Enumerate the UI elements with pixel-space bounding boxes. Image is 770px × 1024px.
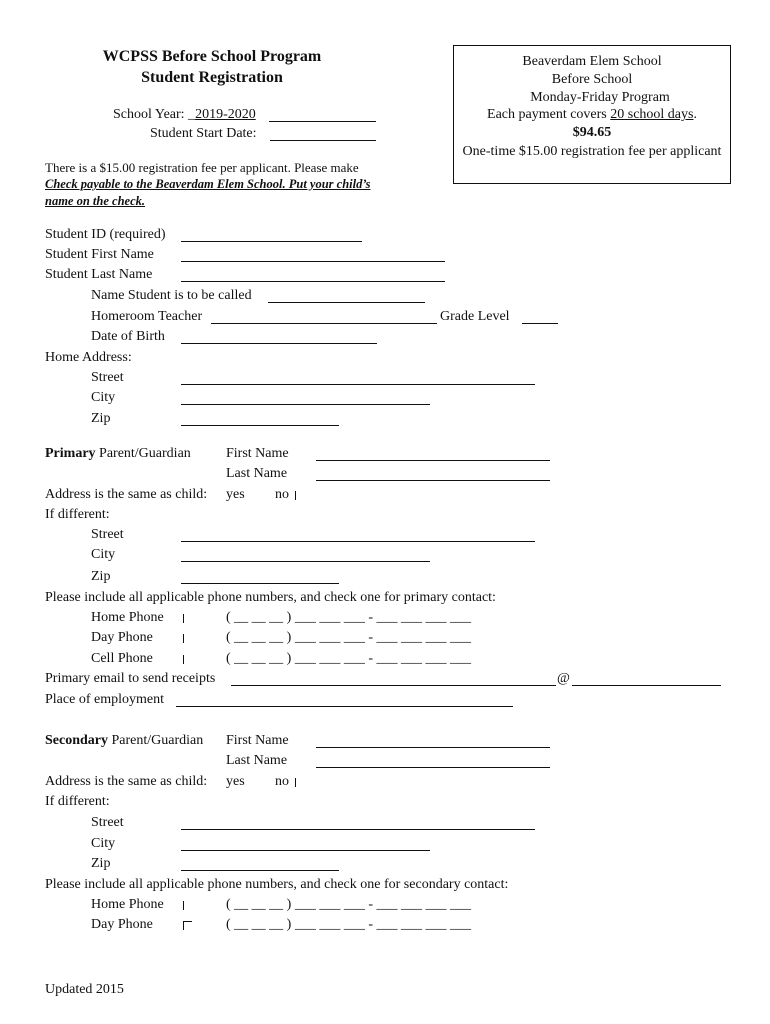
secondary-zip-field[interactable]: [181, 870, 339, 871]
school-year-label: School Year: _2019-2020: [113, 107, 256, 122]
price: $94.65: [572, 125, 612, 140]
nickname-field[interactable]: [268, 302, 425, 303]
fee-instructions: There is a $15.00 registration fee per applicant. Please make: [45, 160, 359, 175]
zip-field[interactable]: [181, 425, 339, 426]
primary-home-phone-field[interactable]: ( __ __ __ ) ___ ___ ___ - ___ ___ ___ ___: [226, 610, 471, 625]
dob-label: Date of Birth: [91, 329, 165, 344]
check-name-note: name on the check.: [45, 194, 145, 208]
secondary-phones-note: Please include all applicable phone numbers, and check one for secondary contact:: [45, 877, 509, 892]
student-first-field[interactable]: [181, 261, 445, 262]
primary-home-phone-label: Home Phone: [91, 610, 164, 625]
payment-coverage: Each payment covers 20 school days.: [487, 107, 697, 122]
primary-no-label[interactable]: no: [275, 487, 289, 502]
primary-guardian-heading: Primary Parent/Guardian: [45, 446, 191, 461]
primary-day-phone-label: Day Phone: [91, 630, 153, 645]
secondary-day-phone-field[interactable]: ( __ __ __ ) ___ ___ ___ - ___ ___ ___ ___: [226, 917, 471, 932]
secondary-street-field[interactable]: [181, 829, 535, 830]
primary-zip-label: Zip: [91, 569, 111, 584]
primary-cell-phone-field[interactable]: ( __ __ __ ) ___ ___ ___ - ___ ___ ___ ___: [226, 651, 471, 666]
primary-city-field[interactable]: [181, 561, 430, 562]
primary-phones-note: Please include all applicable phone numbers, and check one for primary contact:: [45, 590, 496, 605]
secondary-city-field[interactable]: [181, 850, 430, 851]
student-last-label: Student Last Name: [45, 267, 153, 282]
primary-home-phone-checkbox[interactable]: [183, 614, 184, 623]
nickname-label: Name Student is to be called: [91, 288, 252, 303]
secondary-same-address-label: Address is the same as child:: [45, 774, 208, 789]
primary-first-field[interactable]: [316, 460, 550, 461]
primary-email-label: Primary email to send receipts: [45, 671, 216, 686]
start-date-field[interactable]: [270, 140, 376, 141]
secondary-guardian-heading: Secondary Parent/Guardian: [45, 733, 204, 748]
primary-last-field[interactable]: [316, 480, 550, 481]
primary-street-label: Street: [91, 527, 124, 542]
primary-cell-phone-checkbox[interactable]: [183, 655, 184, 664]
program-info-box: [453, 45, 731, 184]
student-id-field[interactable]: [181, 241, 362, 242]
primary-yes-label[interactable]: yes: [226, 487, 245, 502]
zip-label: Zip: [91, 411, 111, 426]
secondary-last-label: Last Name: [226, 753, 288, 768]
primary-email-user-field[interactable]: [231, 685, 556, 686]
primary-zip-field[interactable]: [181, 583, 339, 584]
secondary-home-phone-field[interactable]: ( __ __ __ ) ___ ___ ___ - ___ ___ ___ ___: [226, 897, 471, 912]
school-name: Beaverdam Elem School: [522, 54, 662, 69]
secondary-day-phone-label: Day Phone: [91, 917, 153, 932]
secondary-first-label: First Name: [226, 733, 289, 748]
secondary-street-label: Street: [91, 815, 124, 830]
secondary-if-different-label: If different:: [45, 794, 110, 809]
primary-street-field[interactable]: [181, 541, 535, 542]
grade-label: Grade Level: [440, 309, 510, 324]
secondary-no-label[interactable]: no: [275, 774, 289, 789]
program-type: Before School: [551, 72, 633, 87]
updated-note: Updated 2015: [45, 982, 124, 997]
primary-no-checkbox[interactable]: [295, 491, 296, 500]
teacher-label: Homeroom Teacher: [91, 309, 203, 324]
secondary-yes-label[interactable]: yes: [226, 774, 245, 789]
school-year-line[interactable]: [269, 121, 376, 122]
city-label: City: [91, 390, 116, 405]
secondary-city-label: City: [91, 836, 116, 851]
secondary-home-phone-checkbox[interactable]: [183, 901, 184, 910]
primary-city-label: City: [91, 547, 116, 562]
primary-email-domain-field[interactable]: [572, 685, 721, 686]
secondary-day-phone-checkbox[interactable]: [183, 921, 192, 930]
street-label: Street: [91, 370, 124, 385]
street-field[interactable]: [181, 384, 535, 385]
secondary-home-phone-label: Home Phone: [91, 897, 164, 912]
primary-day-phone-checkbox[interactable]: [183, 634, 184, 643]
secondary-last-field[interactable]: [316, 767, 550, 768]
student-id-label: Student ID (required): [45, 227, 166, 242]
program-days: Monday-Friday Program: [530, 90, 670, 105]
start-date-label: Student Start Date:: [150, 126, 257, 141]
fee-note: One-time $15.00 registration fee per applicant: [462, 144, 722, 159]
dob-field[interactable]: [181, 343, 377, 344]
form-subtitle: Student Registration: [141, 69, 283, 86]
primary-same-address-label: Address is the same as child:: [45, 487, 208, 502]
email-at-sign: @: [557, 671, 570, 686]
employment-label: Place of employment: [45, 692, 164, 707]
secondary-no-checkbox[interactable]: [295, 778, 296, 787]
city-field[interactable]: [181, 404, 430, 405]
primary-cell-phone-label: Cell Phone: [91, 651, 153, 666]
form-title: WCPSS Before School Program: [102, 48, 322, 65]
primary-first-label: First Name: [226, 446, 289, 461]
student-first-label: Student First Name: [45, 247, 154, 262]
grade-field[interactable]: [522, 323, 558, 324]
primary-last-label: Last Name: [226, 466, 288, 481]
employment-field[interactable]: [176, 706, 513, 707]
primary-if-different-label: If different:: [45, 507, 110, 522]
secondary-first-field[interactable]: [316, 747, 550, 748]
teacher-field[interactable]: [211, 323, 437, 324]
check-payable-note: Check payable to the Beaverdam Elem School. Put your child’s: [45, 177, 371, 191]
student-last-field[interactable]: [181, 281, 445, 282]
primary-day-phone-field[interactable]: ( __ __ __ ) ___ ___ ___ - ___ ___ ___ ___: [226, 630, 471, 645]
home-address-label: Home Address:: [45, 350, 132, 365]
secondary-zip-label: Zip: [91, 856, 111, 871]
school-year-value: 2019-2020: [195, 107, 256, 122]
